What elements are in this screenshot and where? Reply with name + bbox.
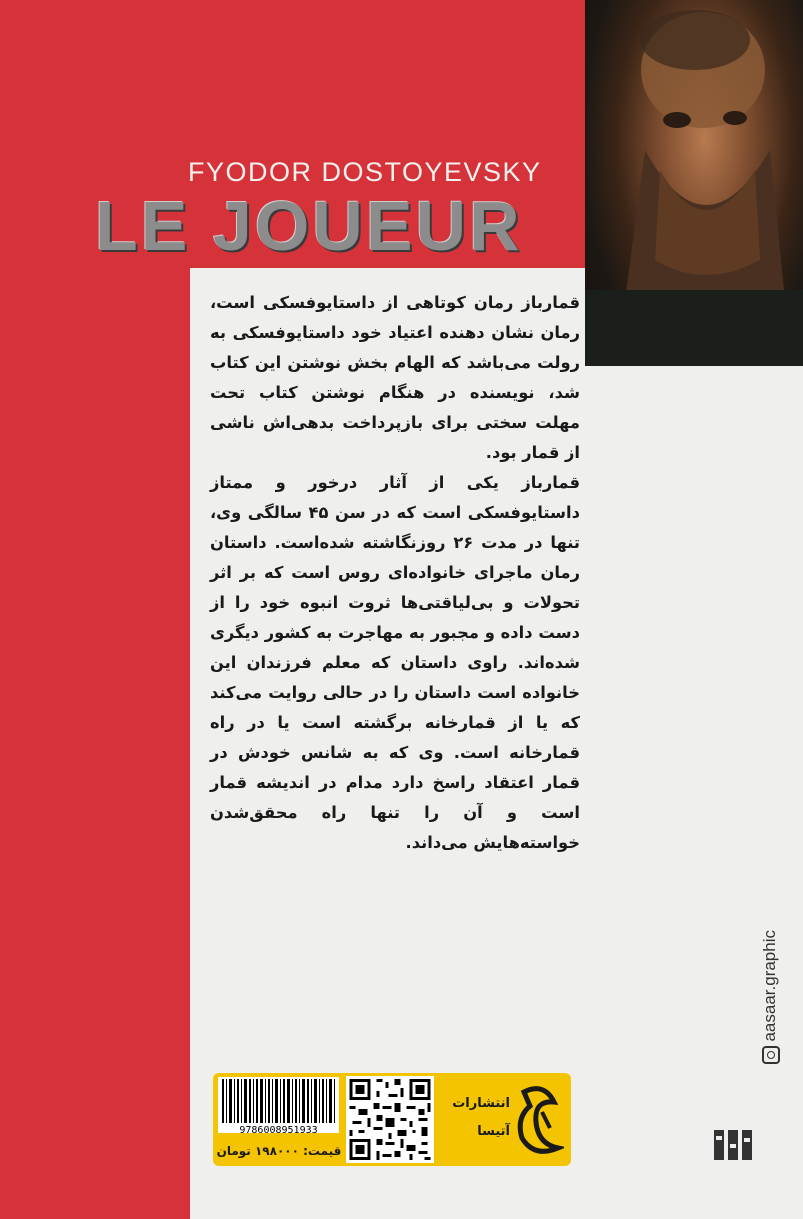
publisher-line2: آتیسا — [477, 1124, 510, 1139]
red-side-strip — [0, 268, 190, 1219]
designer-credit — [760, 930, 780, 1140]
designer-credit-text — [760, 930, 780, 1140]
publisher-emblem-icon — [514, 1082, 564, 1156]
book-title: LE JOUEUR — [95, 187, 523, 265]
portrait-drawing — [585, 0, 803, 366]
publisher-line1: انتشارات — [452, 1096, 510, 1111]
designer-handle: aasaar.graphic — [760, 930, 779, 1042]
price-label: قیمت: ۱۹۸۰۰۰ تومان — [216, 1144, 342, 1158]
isbn-number: 9786008951933 — [239, 1125, 318, 1136]
instagram-icon — [762, 1046, 780, 1064]
author-portrait — [585, 0, 803, 366]
author-name: FYODOR DOSTOYEVSKY — [188, 157, 542, 187]
book-description — [210, 288, 580, 858]
publisher-logo — [440, 1076, 568, 1162]
description-paragraph-1: قمارباز رمان کوتاهی از داستایوفسکی است، رمان نشان دهنده اعتیاد خود داستایوفسکی به رولت می‌باشد که الهام بخش نوشتن این کتاب شد، نویسنده در هنگام نوشتن کتاب تحت مهلت سختی برای بازپرداخت بدهی‌اش ناشی از قمار بود. — [210, 293, 580, 462]
description-paragraph-2: قمارباز یکی از آثار درخور و ممتاز داستایوفسکی است که در سن ۴۵ سالگی وی، تنها در مدت ۲۶ روزنگاشته شده‌است. داستان رمان ماجرای خانواده‌ای روس است که بر اثر تحولات و بی‌لیاقتی‌ها ثروت انبوه خود را از دست داده و مجبور به مهاجرت به کشور دیگری شده‌اند. راوی داستان که معلم فرزندان این خانواده است داستان را در حالی روایت می‌کند که یا از قمارخانه برگشته است یا در راه قمارخانه است. وی که به شانس خودش در قمار اعتقاد راسخ دارد مدام در اندیشه قمار است و آن را تنها راه محقق‌شدن خواسته‌هایش می‌داند. — [210, 473, 580, 852]
publisher-mark-icon — [712, 1126, 756, 1164]
qr-code — [346, 1076, 434, 1163]
